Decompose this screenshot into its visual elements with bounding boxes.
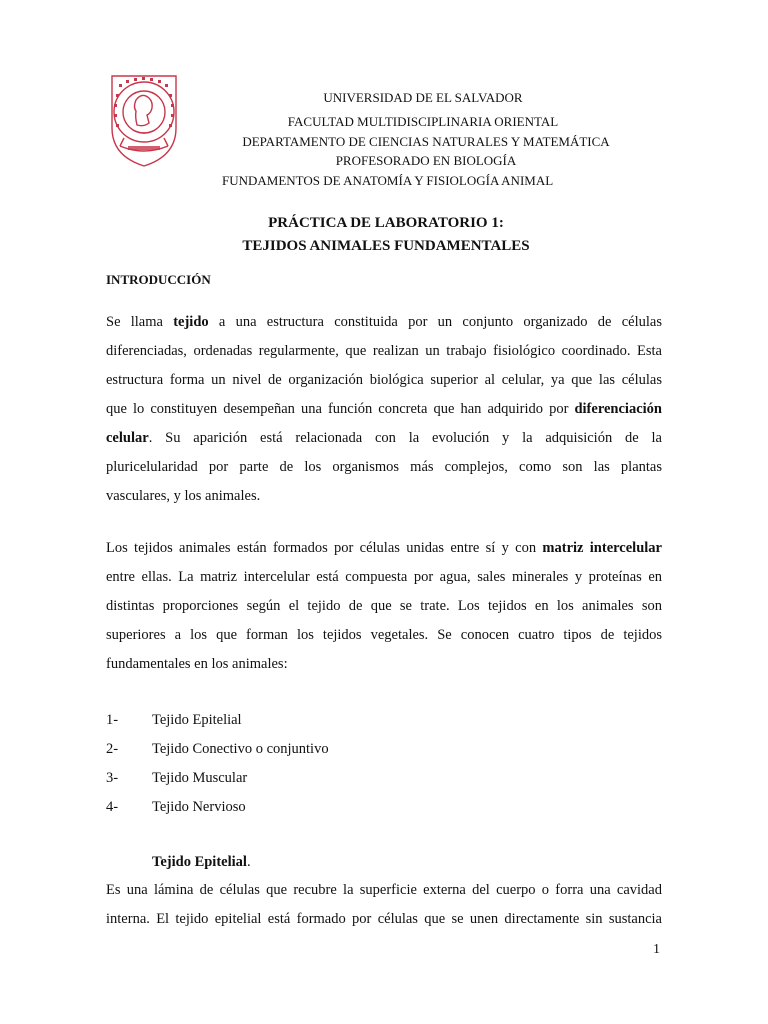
list-item xyxy=(106,706,506,735)
text-run: Se llama xyxy=(106,314,163,330)
subsection-heading-text: Tejido Epitelial xyxy=(152,854,247,870)
paragraph-line: fundamentales en los animales: xyxy=(106,656,288,672)
bold-term-diferenciacion: diferenciación xyxy=(574,401,662,417)
department-name: DEPARTAMENTO DE CIENCIAS NATURALES Y MATEMÁTICA xyxy=(242,134,610,149)
paragraph-line: vasculares, y los animales. xyxy=(106,488,261,504)
bold-term-celular: celular xyxy=(106,430,149,446)
list-number: 4- xyxy=(106,799,119,815)
paragraph-tejidos-animales xyxy=(106,534,662,679)
practice-title: PRÁCTICA DE LABORATORIO 1: xyxy=(268,215,504,231)
paragraph-line: Es una lámina de células que recubre la superficie externa del cuerpo o forra una cavidad xyxy=(106,882,662,898)
text-run: Los tejidos animales están formados por células unidas entre sí y con xyxy=(106,540,537,556)
paragraph-tejido-definition xyxy=(106,308,662,511)
text-run: . xyxy=(246,854,251,870)
list-text: Tejido Epitelial xyxy=(152,712,242,728)
list-text: Tejido Muscular xyxy=(152,770,248,786)
paragraph-line: entre ellas. La matriz intercelular está compuesta por agua, sales minerales y proteínas en xyxy=(106,569,662,585)
course-name: FUNDAMENTOS DE ANATOMÍA Y FISIOLOGÍA ANIMAL xyxy=(222,173,554,188)
list-item xyxy=(106,764,506,793)
paragraph-line: pluricelularidad por parte de los organismos más complejos, como son las plantas xyxy=(106,459,662,475)
tissue-types-list xyxy=(106,706,506,822)
subsection-heading-tejido-epitelial xyxy=(152,848,251,877)
paragraph-line: interna. El tejido epitelial está formado por células que se unen directamente sin sustancia xyxy=(106,911,662,927)
paragraph-line xyxy=(106,308,662,337)
list-number: 1- xyxy=(106,712,119,728)
list-item xyxy=(106,735,506,764)
bold-term-tejido: tejido xyxy=(173,314,209,330)
text-run: . Su aparición está relacionada con la evolución y la adquisición de la xyxy=(148,430,662,446)
paragraph-line xyxy=(106,534,662,563)
program-name: PROFESORADO EN BIOLOGÍA xyxy=(335,153,517,168)
list-number: 3- xyxy=(106,770,119,786)
list-text: Tejido Nervioso xyxy=(152,799,246,815)
text-run: a una estructura constituida por un conjunto organizado de células xyxy=(218,314,662,330)
practice-subtitle: TEJIDOS ANIMALES FUNDAMENTALES xyxy=(242,238,530,254)
university-name: UNIVERSIDAD DE EL SALVADOR xyxy=(323,90,523,105)
text-run: que lo constituyen desempeñan una función concreta que han adquirido por xyxy=(106,401,569,417)
paragraph-line xyxy=(106,395,662,424)
bold-term-matriz-intercelular: matriz intercelular xyxy=(542,540,662,556)
list-item xyxy=(106,793,506,822)
paragraph-line: estructura forma un nivel de organización biológica superior al celular, ya que las células xyxy=(106,372,662,388)
list-text: Tejido Conectivo o conjuntivo xyxy=(152,741,329,757)
section-heading-introduccion: INTRODUCCIÓN xyxy=(106,272,211,287)
page-number: 1 xyxy=(653,942,660,957)
paragraph-line xyxy=(106,424,662,453)
paragraph-line: superiores a los que forman los tejidos vegetales. Se conocen cuatro tipos de tejidos xyxy=(106,627,662,643)
faculty-name: FACULTAD MULTIDISCIPLINARIA ORIENTAL xyxy=(287,114,559,129)
paragraph-epitelial xyxy=(106,876,662,934)
paragraph-line: distintas proporciones según el tejido de que se trate. Los tejidos en los animales son xyxy=(106,598,662,614)
paragraph-line: diferenciadas, ordenadas regularmente, que realizan un trabajo fisiológico coordinado. Esta xyxy=(106,343,662,359)
list-number: 2- xyxy=(106,741,119,757)
